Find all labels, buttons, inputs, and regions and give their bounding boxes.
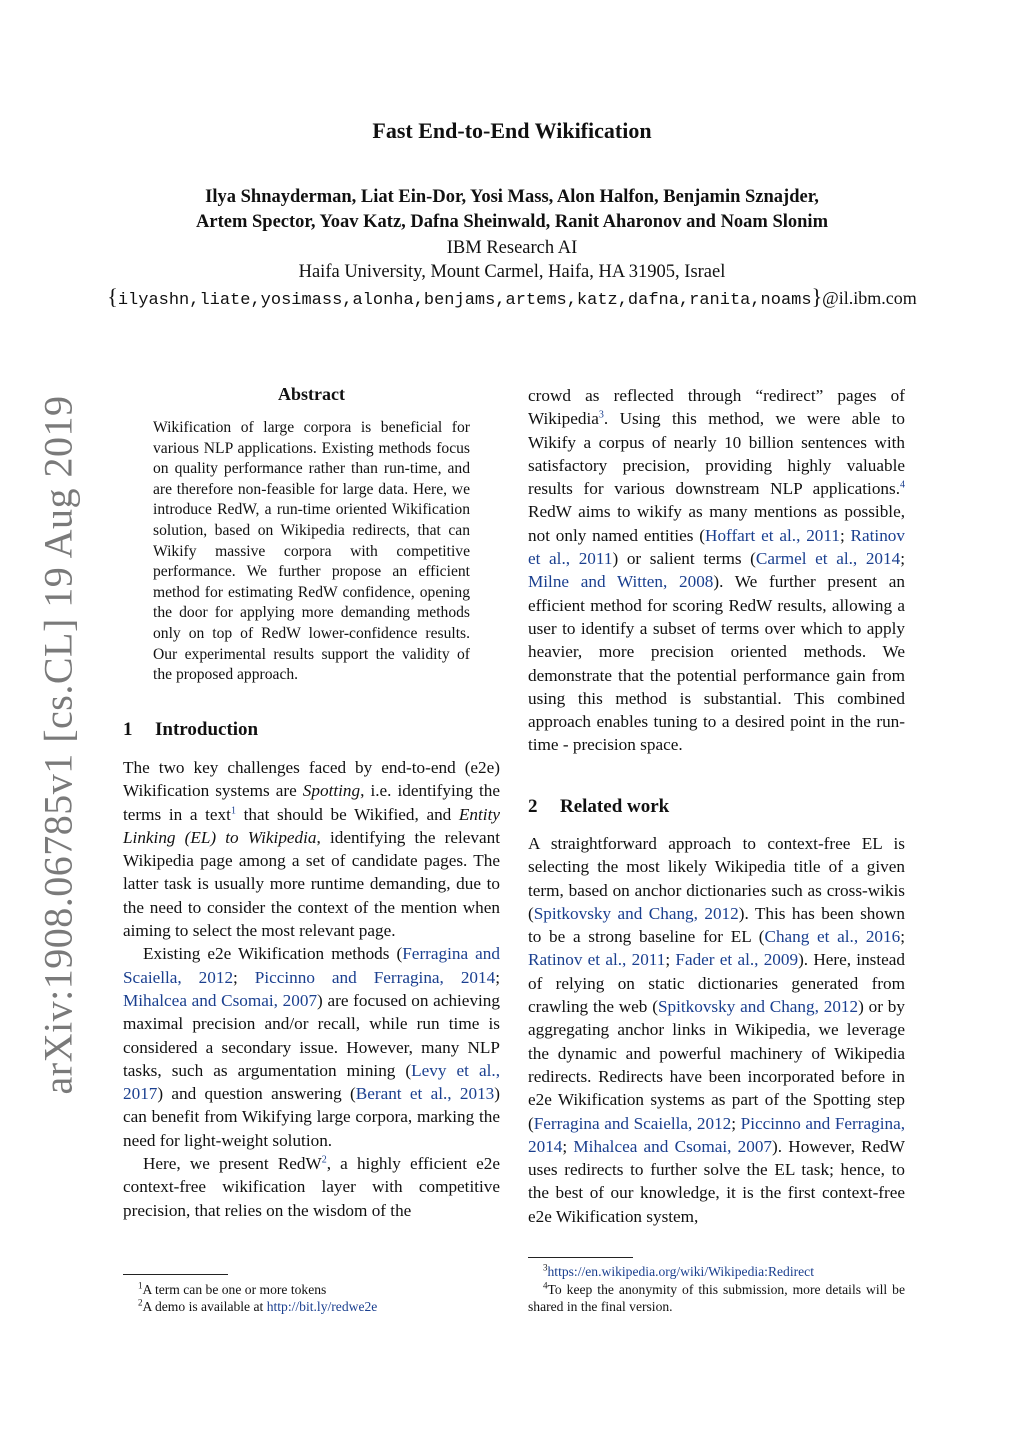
intro-paragraph-3 bbox=[123, 1152, 500, 1222]
email-domain: @il.ibm.com bbox=[822, 288, 917, 308]
footnote-rule bbox=[123, 1274, 228, 1275]
text-run: crowd as reflected through “redirect” pages of Wikipedia bbox=[528, 386, 905, 429]
text-run: ; bbox=[731, 1113, 741, 1133]
footnote-text: A term can be one or more tokens bbox=[142, 1282, 327, 1297]
footnote-mark: 1 bbox=[138, 1280, 143, 1291]
affiliation-address: Haifa University, Mount Carmel, Haifa, HA 31905, Israel bbox=[298, 262, 726, 282]
text-run: ) and question answering ( bbox=[157, 1084, 356, 1104]
text-run: ; bbox=[495, 967, 500, 987]
section-title: Related work bbox=[560, 796, 670, 817]
footnote-ref[interactable]: 1 bbox=[230, 804, 236, 816]
text-run: The two key challenges faced by end-to-end (e2e) Wikification systems are bbox=[123, 758, 500, 801]
citation-link[interactable]: Ratinov et al., 2011 bbox=[528, 525, 905, 569]
footnote-rule bbox=[528, 1257, 633, 1258]
intro-paragraph-1 bbox=[123, 756, 500, 942]
text-run: Existing e2e Wikification methods ( bbox=[143, 944, 403, 964]
text-run: ; bbox=[665, 950, 676, 970]
introduction-continuation bbox=[528, 384, 905, 757]
related-paragraph-1 bbox=[528, 832, 905, 1228]
intro-paragraph-2 bbox=[123, 942, 500, 1152]
text-run: ) are focused on achieving maximal precision and/or recall, while run time is considered a secondary issue. However, many NLP tasks, such as argumentation mining ( bbox=[123, 990, 500, 1080]
email-brace-close: } bbox=[811, 284, 823, 309]
text-run: ). This has been shown to be a strong baseline for EL ( bbox=[528, 903, 905, 947]
text-run: ) can benefit from Wikifying large corpora, marking the need for light-weight solution. bbox=[123, 1084, 500, 1150]
citation-link[interactable]: Berant et al., 2013 bbox=[355, 1084, 495, 1104]
citation-link[interactable]: Ferragina and Scaiella, 2012 bbox=[123, 944, 500, 987]
footnote-text: To keep the anonymity of this submission, more details will be shared in the final version. bbox=[528, 1282, 905, 1314]
text-run: that should be Wikified, and bbox=[235, 804, 459, 824]
abstract-text: Wikification of large corpora is beneficial for various NLP applications. Existing methods focus on quality performance rather than run-time, and are therefore non-feasible for large data. Here, we introduce RedW, a run-time oriented Wikification solution, based on Wikipedia redirects, that can Wikify massive corpora with competitive performance. We further propose an efficient method for estimating RedW confidence, opening the door for applying more demanding methods only on top of RedW lower-confidence results. Our experimental results support the validity of the proposed approach. bbox=[153, 419, 470, 684]
footnote-ref[interactable]: 2 bbox=[321, 1154, 327, 1166]
section-number: 1 bbox=[123, 719, 133, 740]
footnote-3 bbox=[543, 1263, 905, 1280]
citation-link[interactable]: Mihalcea and Csomai, 2007 bbox=[573, 1136, 773, 1156]
text-run: ). We further present an efficient method for scoring RedW results, allowing a user to identify a subset of terms over which to apply heavier, more precision oriented methods. We demonstrate that the potential performance gain from using this method is substantial. This combined approach enables tuning to a desired point in the run-time - precision space. bbox=[528, 572, 905, 755]
text-run: RedW aims to wikify as many mentions as possible, not only named entities ( bbox=[528, 502, 905, 545]
section-title: Introduction bbox=[155, 719, 259, 740]
related-work-body bbox=[528, 832, 905, 1228]
author-line-2: Artem Spector, Yoav Katz, Dafna Sheinwald, Ranit Aharonov and Noam Slonim bbox=[196, 212, 828, 232]
footnote-ref[interactable]: 3 bbox=[598, 409, 604, 421]
footnote-text: A demo is available at bbox=[142, 1299, 267, 1314]
author-line-1: Ilya Shnayderman, Liat Ein-Dor, Yosi Mass, Alon Halfon, Benjamin Sznajder, bbox=[205, 187, 819, 207]
section-heading-related-work bbox=[528, 796, 905, 818]
footnote-1 bbox=[138, 1281, 500, 1298]
citation-link[interactable]: Hoffart et al., 2011 bbox=[705, 525, 840, 545]
citation-link[interactable]: Ferragina and Scaiella, 2012 bbox=[533, 1113, 732, 1133]
text-run: ; bbox=[900, 927, 905, 947]
text-run: , identifying the relevant Wikipedia page among a set of candidate pages. The latter task is usually more runtime demanding, due to the need to consider the context of the mention when aiming to select the most relevant page. bbox=[123, 827, 500, 941]
author-emails bbox=[0, 284, 1024, 310]
citation-link[interactable]: Chang et al., 2016 bbox=[764, 927, 901, 947]
text-run: ). Here, instead of relying on static dictionaries generated from crawling the web ( bbox=[528, 950, 905, 1017]
text-run: ) or salient terms ( bbox=[612, 549, 756, 569]
footnote-mark: 3 bbox=[543, 1262, 548, 1273]
citation-link[interactable]: Piccinno and Ferragina, 2014 bbox=[528, 1113, 905, 1156]
text-run: ; bbox=[233, 967, 255, 987]
citation-link[interactable]: Levy et al., 2017 bbox=[123, 1060, 500, 1104]
footnote-ref[interactable]: 4 bbox=[900, 479, 905, 491]
author-list bbox=[0, 185, 1024, 235]
paper-title: Fast End-to-End Wikification bbox=[372, 118, 652, 143]
section-heading-introduction bbox=[123, 719, 500, 741]
email-brace-open: { bbox=[107, 284, 118, 309]
text-run: ; bbox=[839, 525, 851, 545]
section-number: 2 bbox=[528, 796, 538, 817]
citation-link[interactable]: Milne and Witten, 2008 bbox=[528, 572, 714, 592]
footnote-link[interactable]: https://en.wikipedia.org/wiki/Wikipedia:Redirect bbox=[547, 1264, 814, 1279]
footnote-link[interactable]: http://bit.ly/redwe2e bbox=[266, 1299, 378, 1314]
citation-link[interactable]: Piccinno and Ferragina, 2014 bbox=[254, 967, 496, 987]
text-run: , i.e. identifying the terms in a text bbox=[123, 781, 500, 824]
citation-link[interactable]: Carmel et al., 2014 bbox=[755, 549, 901, 569]
footnote-mark: 4 bbox=[543, 1280, 548, 1291]
text-run: ) or by aggregating anchor links in Wikipedia, we leverage the dynamic and powerful machinery of Wikipedia redirects. Redirects have been incorporated before in e2e Wikification systems as part of the Spotting step ( bbox=[528, 997, 905, 1133]
text-run-italic: Spotting bbox=[302, 781, 361, 801]
introduction-body bbox=[123, 756, 500, 1222]
intro-paragraph-continued bbox=[528, 384, 905, 757]
citation-link[interactable]: Mihalcea and Csomai, 2007 bbox=[123, 990, 318, 1010]
citation-link[interactable]: Spitkovsky and Chang, 2012 bbox=[657, 997, 859, 1017]
text-run: ; bbox=[900, 549, 905, 569]
text-run: . Using this method, we were able to Wikify a corpus of nearly 10 billion sentences with satisfactory precision, providing highly valuable results for various downstream NLP applications. bbox=[528, 409, 905, 499]
arxiv-identifier: arXiv:1908.06785v1 [cs.CL] 19 Aug 2019 bbox=[35, 395, 81, 1095]
abstract-heading: Abstract bbox=[278, 384, 345, 404]
text-run: ; bbox=[562, 1136, 574, 1156]
text-run: Here, we present RedW bbox=[143, 1154, 322, 1174]
footnote-2 bbox=[138, 1298, 500, 1315]
citation-link[interactable]: Ratinov et al., 2011 bbox=[528, 950, 666, 970]
citation-link[interactable]: Spitkovsky and Chang, 2012 bbox=[533, 903, 739, 923]
footnote-mark: 2 bbox=[138, 1297, 143, 1308]
citation-link[interactable]: Fader et al., 2009 bbox=[675, 950, 799, 970]
text-run: , a highly efficient e2e context-free wikification layer with competitive precision, that relies on the wisdom of the bbox=[123, 1154, 500, 1220]
email-usernames: ilyashn,liate,yosimass,alonha,benjams,artems,katz,dafna,ranita,noams bbox=[117, 291, 812, 310]
text-run-italic: Entity Linking (EL) to Wikipedia bbox=[123, 804, 500, 847]
affiliation-org: IBM Research AI bbox=[446, 238, 578, 258]
footnote-4 bbox=[528, 1281, 905, 1315]
text-run: ). However, RedW uses redirects to further solve the EL task; hence, to the best of our knowledge, it is the first context-free e2e Wikification system, bbox=[528, 1136, 906, 1226]
text-run: A straightforward approach to context-free EL is selecting the most likely Wikipedia title of a given term, based on anchor dictionaries such as cross-wikis ( bbox=[528, 834, 905, 923]
